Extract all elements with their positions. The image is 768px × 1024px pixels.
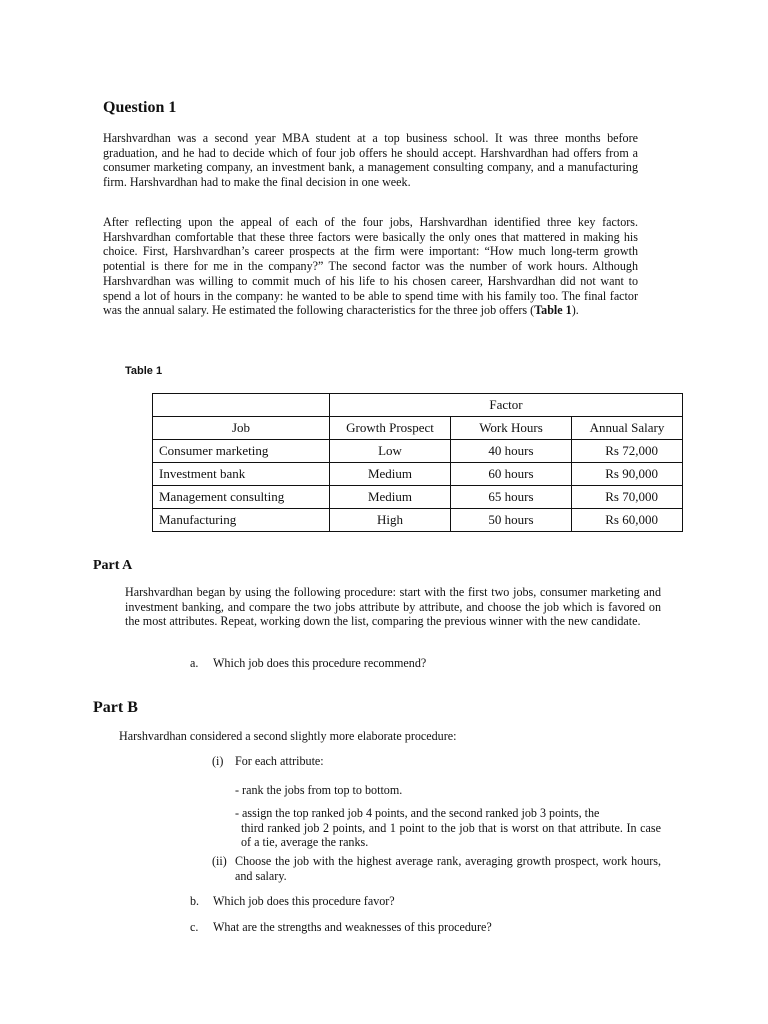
job-factors-table bbox=[152, 393, 683, 532]
question-c-text: What are the strengths and weaknesses of this procedure? bbox=[213, 920, 492, 934]
paragraph-2-end: ). bbox=[571, 303, 579, 318]
step-1-bullet-assign bbox=[235, 806, 661, 850]
cell-salary: Rs 90,000 bbox=[572, 463, 683, 486]
step-2-marker: (ii) bbox=[212, 854, 227, 868]
question-b-marker: b. bbox=[190, 894, 200, 908]
header-job: Job bbox=[153, 417, 330, 440]
table-row bbox=[153, 463, 683, 486]
part-b-intro: Harshvardhan considered a second slightly more elaborate procedure: bbox=[119, 729, 457, 743]
cell-salary: Rs 72,000 bbox=[572, 440, 683, 463]
cell-job: Management consulting bbox=[153, 486, 330, 509]
question-a-marker: a. bbox=[190, 656, 199, 670]
step-1-text: For each attribute: bbox=[235, 754, 324, 768]
cell-hours: 60 hours bbox=[451, 463, 572, 486]
table-corner-cell bbox=[153, 394, 330, 417]
part-b-heading: Part B bbox=[93, 699, 138, 716]
cell-job: Consumer marketing bbox=[153, 440, 330, 463]
step-2-text: Choose the job with the highest average rank, averaging growth prospect, work hours, and salary. bbox=[235, 854, 661, 883]
cell-growth: High bbox=[330, 509, 451, 532]
cell-growth: Medium bbox=[330, 486, 451, 509]
question-a-text: Which job does this procedure recommend? bbox=[213, 656, 427, 670]
header-annual-salary: Annual Salary bbox=[572, 417, 683, 440]
table-row bbox=[153, 509, 683, 532]
cell-growth: Low bbox=[330, 440, 451, 463]
cell-job: Manufacturing bbox=[153, 509, 330, 532]
paragraph-2-text: After reflecting upon the appeal of each of the four jobs, Harshvardhan identified three key factors. Harshvardhan comfortable that these three factors were basically the only ones that mattered in making his choice. First, Harshvardhan’s career prospects at the firm were important: “How much long-term growth potential is there for me in the company?” The second factor was the number of work hours. Although Harshvardhan was willing to commit much of his life to his chosen career, Harshvardhan did not want to spend a lot of hours in the company: he wanted to be able to spend time with his family too. The final factor was the annual salary. He estimated the following characteristics for the three job offers ( bbox=[103, 215, 638, 318]
header-growth-prospect: Growth Prospect bbox=[330, 417, 451, 440]
step-1-bullet-rank: - rank the jobs from top to bottom. bbox=[235, 783, 403, 797]
factor-group-header: Factor bbox=[330, 394, 683, 417]
cell-salary: Rs 60,000 bbox=[572, 509, 683, 532]
table-row bbox=[153, 486, 683, 509]
question-paragraph-2 bbox=[103, 215, 638, 318]
step-1-marker: (i) bbox=[212, 754, 224, 768]
part-a-heading: Part A bbox=[93, 558, 133, 573]
cell-salary: Rs 70,000 bbox=[572, 486, 683, 509]
cell-hours: 65 hours bbox=[451, 486, 572, 509]
table-row bbox=[153, 440, 683, 463]
table-group-header-row bbox=[153, 394, 683, 417]
table-reference: Table 1 bbox=[534, 303, 572, 318]
cell-growth: Medium bbox=[330, 463, 451, 486]
part-a-text: Harshvardhan began by using the following procedure: start with the first two jobs, consumer marketing and investment banking, and compare the two jobs attribute by attribute, and choose the job which is favored on the most attributes. Repeat, working down the list, comparing the previous winner with the new candidate. bbox=[125, 585, 661, 629]
cell-hours: 50 hours bbox=[451, 509, 572, 532]
bullet-assign-first-line: - assign the top ranked job 4 points, and the second ranked job 3 points, the bbox=[235, 806, 600, 820]
question-b-text: Which job does this procedure favor? bbox=[213, 894, 395, 908]
cell-hours: 40 hours bbox=[451, 440, 572, 463]
question-title: Question 1 bbox=[103, 99, 177, 116]
bullet-assign-continuation: third ranked job 2 points, and 1 point to the job that is worst on that attribute. In case of a tie, average the ranks. bbox=[241, 820, 661, 850]
cell-job: Investment bank bbox=[153, 463, 330, 486]
header-work-hours: Work Hours bbox=[451, 417, 572, 440]
question-paragraph-1: Harshvardhan was a second year MBA student at a top business school. It was three months before graduation, and he had to decide which of four job offers he should accept. Harshvardhan had offers from a consumer marketing company, an investment bank, a management consulting company, and a manufacturing firm. Harshvardhan had to make the final decision in one week. bbox=[103, 131, 638, 190]
question-c-marker: c. bbox=[190, 920, 199, 934]
table-header-row bbox=[153, 417, 683, 440]
table-label: Table 1 bbox=[125, 365, 163, 377]
